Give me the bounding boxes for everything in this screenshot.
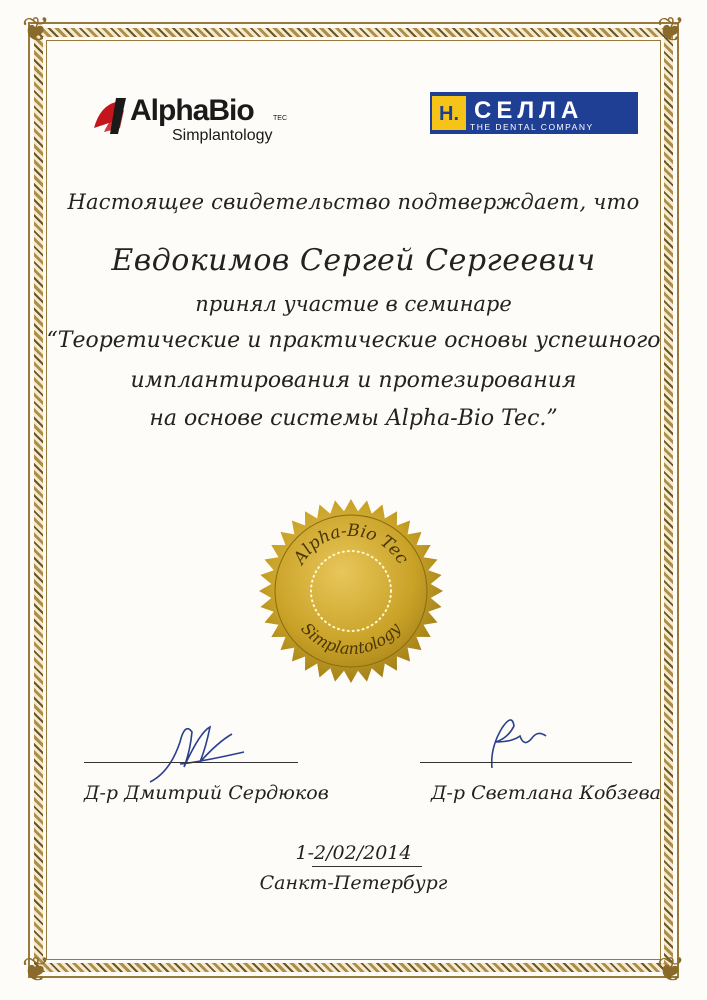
alpha-bio-tagline: Simplantology bbox=[172, 127, 273, 144]
seminar-title-line: имплантирования и протезирования bbox=[130, 368, 577, 393]
certificate-intro: Настоящее свидетельство подтверждает, что bbox=[67, 190, 640, 214]
alpha-bio-suffix: TEC bbox=[273, 115, 287, 122]
nsella-name: СЕЛЛА bbox=[474, 97, 584, 124]
signature-line-left bbox=[84, 762, 298, 763]
nsella-tagline: THE DENTAL COMPANY bbox=[470, 122, 594, 132]
participation-text: принял участие в семинаре bbox=[195, 292, 512, 316]
nsella-logo bbox=[430, 92, 638, 134]
signer-name-right: Д-р Светлана Кобзева bbox=[431, 782, 661, 804]
alpha-bio-logo bbox=[90, 88, 300, 150]
corner-ornament-icon: ❦ bbox=[656, 950, 686, 990]
gold-seal bbox=[258, 498, 444, 684]
seminar-title-line: на основе системы Alpha-Bio Tec.” bbox=[149, 406, 558, 431]
corner-ornament-icon: ❦ bbox=[656, 10, 686, 50]
corner-ornament-icon: ❦ bbox=[21, 10, 51, 50]
date-underline bbox=[312, 866, 422, 867]
signature-scribble-right bbox=[472, 708, 562, 780]
signature-scribble-left bbox=[140, 712, 250, 792]
recipient-name: Евдокимов Сергей Сергеевич bbox=[111, 243, 596, 278]
event-date: 1-2/02/2014 bbox=[295, 842, 412, 864]
alpha-bio-mark-icon bbox=[94, 98, 126, 134]
signer-name-left: Д-р Дмитрий Сердюков bbox=[84, 782, 329, 804]
event-city: Санкт-Петербург bbox=[259, 872, 448, 894]
seal-bottom-text: Simplantology bbox=[297, 618, 405, 659]
nsella-badge: Н. bbox=[439, 103, 459, 125]
seal-top-text: Alpha-Bio Tec bbox=[289, 520, 413, 568]
seminar-title-line: “Теоретические и практические основы успешного bbox=[46, 328, 661, 353]
alpha-bio-wordmark: AlphaBio bbox=[130, 94, 254, 127]
corner-ornament-icon: ❦ bbox=[21, 950, 51, 990]
signature-line-right bbox=[420, 762, 632, 763]
